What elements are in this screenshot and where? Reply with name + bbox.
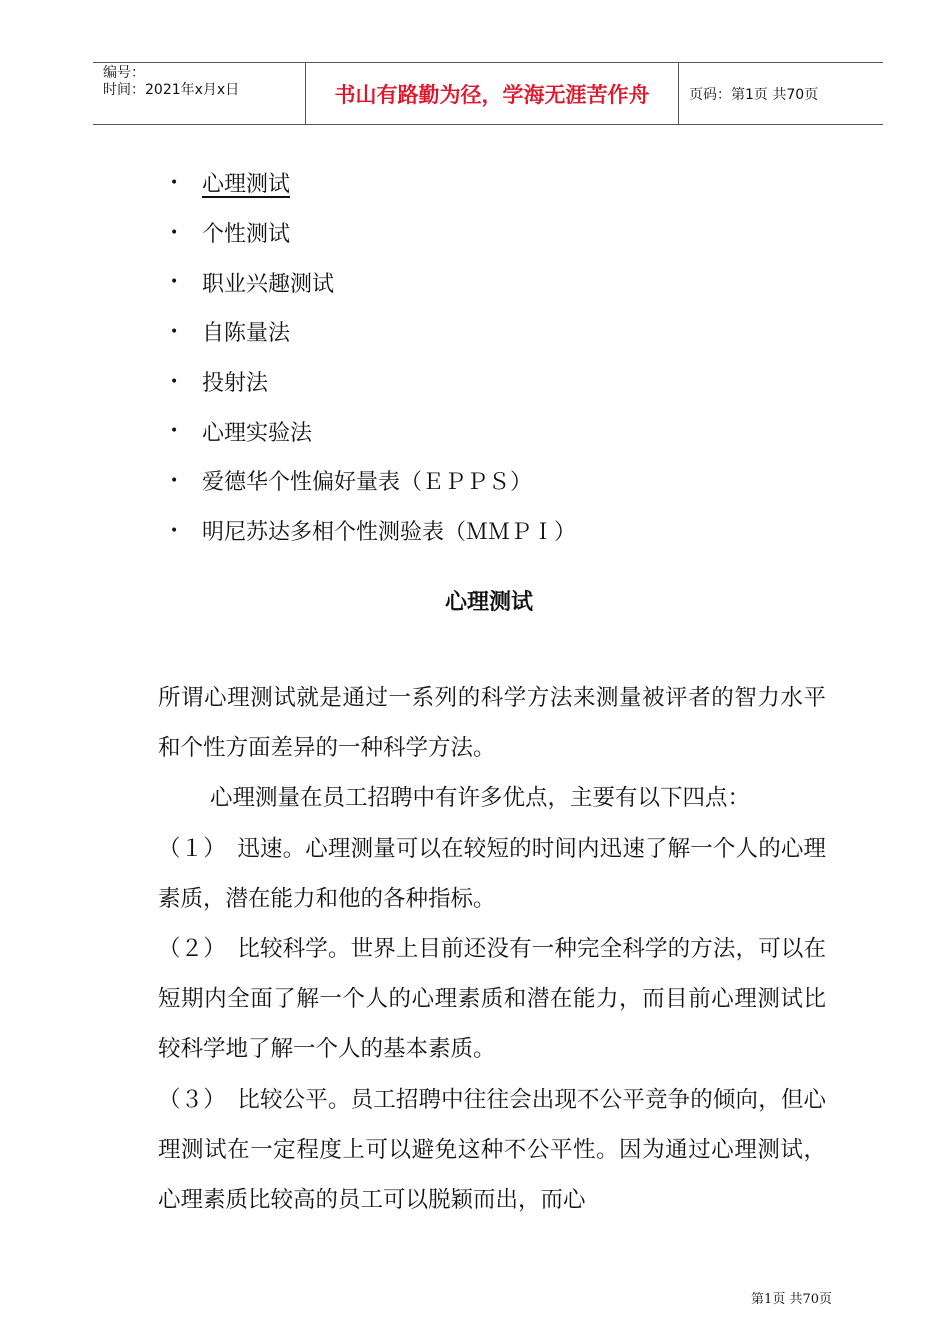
bullet-icon: •: [170, 224, 179, 241]
toc-item: [170, 456, 576, 506]
page-footer: 第1页 共70页: [751, 1292, 832, 1307]
bullet-icon: •: [170, 472, 179, 489]
bullet-icon: •: [170, 174, 179, 191]
bullet-icon: •: [170, 373, 179, 390]
paragraph: 心理测量在员工招聘中有许多优点，主要有以下四点：: [210, 785, 751, 812]
toc-item-label: 明尼苏达多相个性测验表（ＭＭＰＩ）: [202, 520, 577, 546]
header-motto: 书山有路勤为径，学海无涯苦作舟: [306, 63, 679, 124]
bullet-icon: •: [170, 522, 179, 539]
toc-item: [170, 506, 576, 556]
header-meta: [93, 63, 306, 124]
toc-item: [170, 208, 576, 258]
toc-item: [170, 307, 576, 357]
toc-list: [170, 158, 576, 556]
toc-item[interactable]: [170, 158, 576, 208]
toc-item: [170, 357, 576, 407]
paragraph: （１） 迅速。心理测量可以在较短的时间内迅速了解一个人的心理素质，潜在能力和他的各种指标。: [158, 835, 826, 912]
page-header: [93, 62, 883, 125]
serial-label: 编号：: [103, 65, 145, 81]
paragraph: 所谓心理测试就是通过一系列的科学方法来测量被评者的智力水平和个性方面差异的一种科学方法。: [158, 685, 826, 762]
toc-item-label: 职业兴趣测试: [202, 271, 335, 297]
toc-item-label: 自陈量法: [202, 321, 291, 347]
toc-item-label: 投射法: [202, 371, 269, 397]
body-text: [158, 673, 826, 1225]
header-page-number: 页码：第1页 共70页: [689, 86, 819, 103]
bullet-icon: •: [170, 423, 179, 440]
section-title: 心理测试: [444, 590, 533, 615]
time-label: 时间：2021年x月x日: [103, 82, 240, 98]
toc-item: [170, 406, 576, 456]
toc-item-label[interactable]: 心理测试: [202, 172, 291, 198]
bullet-icon: •: [170, 323, 179, 340]
toc-item-label: 心理实验法: [202, 420, 313, 446]
paragraph: （２） 比较科学。世界上目前还没有一种完全科学的方法，可以在短期内全面了解一个人的心理素质和潜在能力，而目前心理测试比较科学地了解一个人的基本素质。: [158, 936, 826, 1063]
paragraph: （３） 比较公平。员工招聘中往往会出现不公平竞争的倾向，但心理测试在一定程度上可以避免这种不公平性。因为通过心理测试，心理素质比较高的员工可以脱颖而出，而心: [158, 1086, 826, 1214]
bullet-icon: •: [170, 274, 179, 291]
toc-item-label: 爱德华个性偏好量表（ＥＰＰＳ）: [202, 470, 533, 496]
toc-item-label: 个性测试: [202, 222, 291, 248]
toc-item: [170, 257, 576, 307]
